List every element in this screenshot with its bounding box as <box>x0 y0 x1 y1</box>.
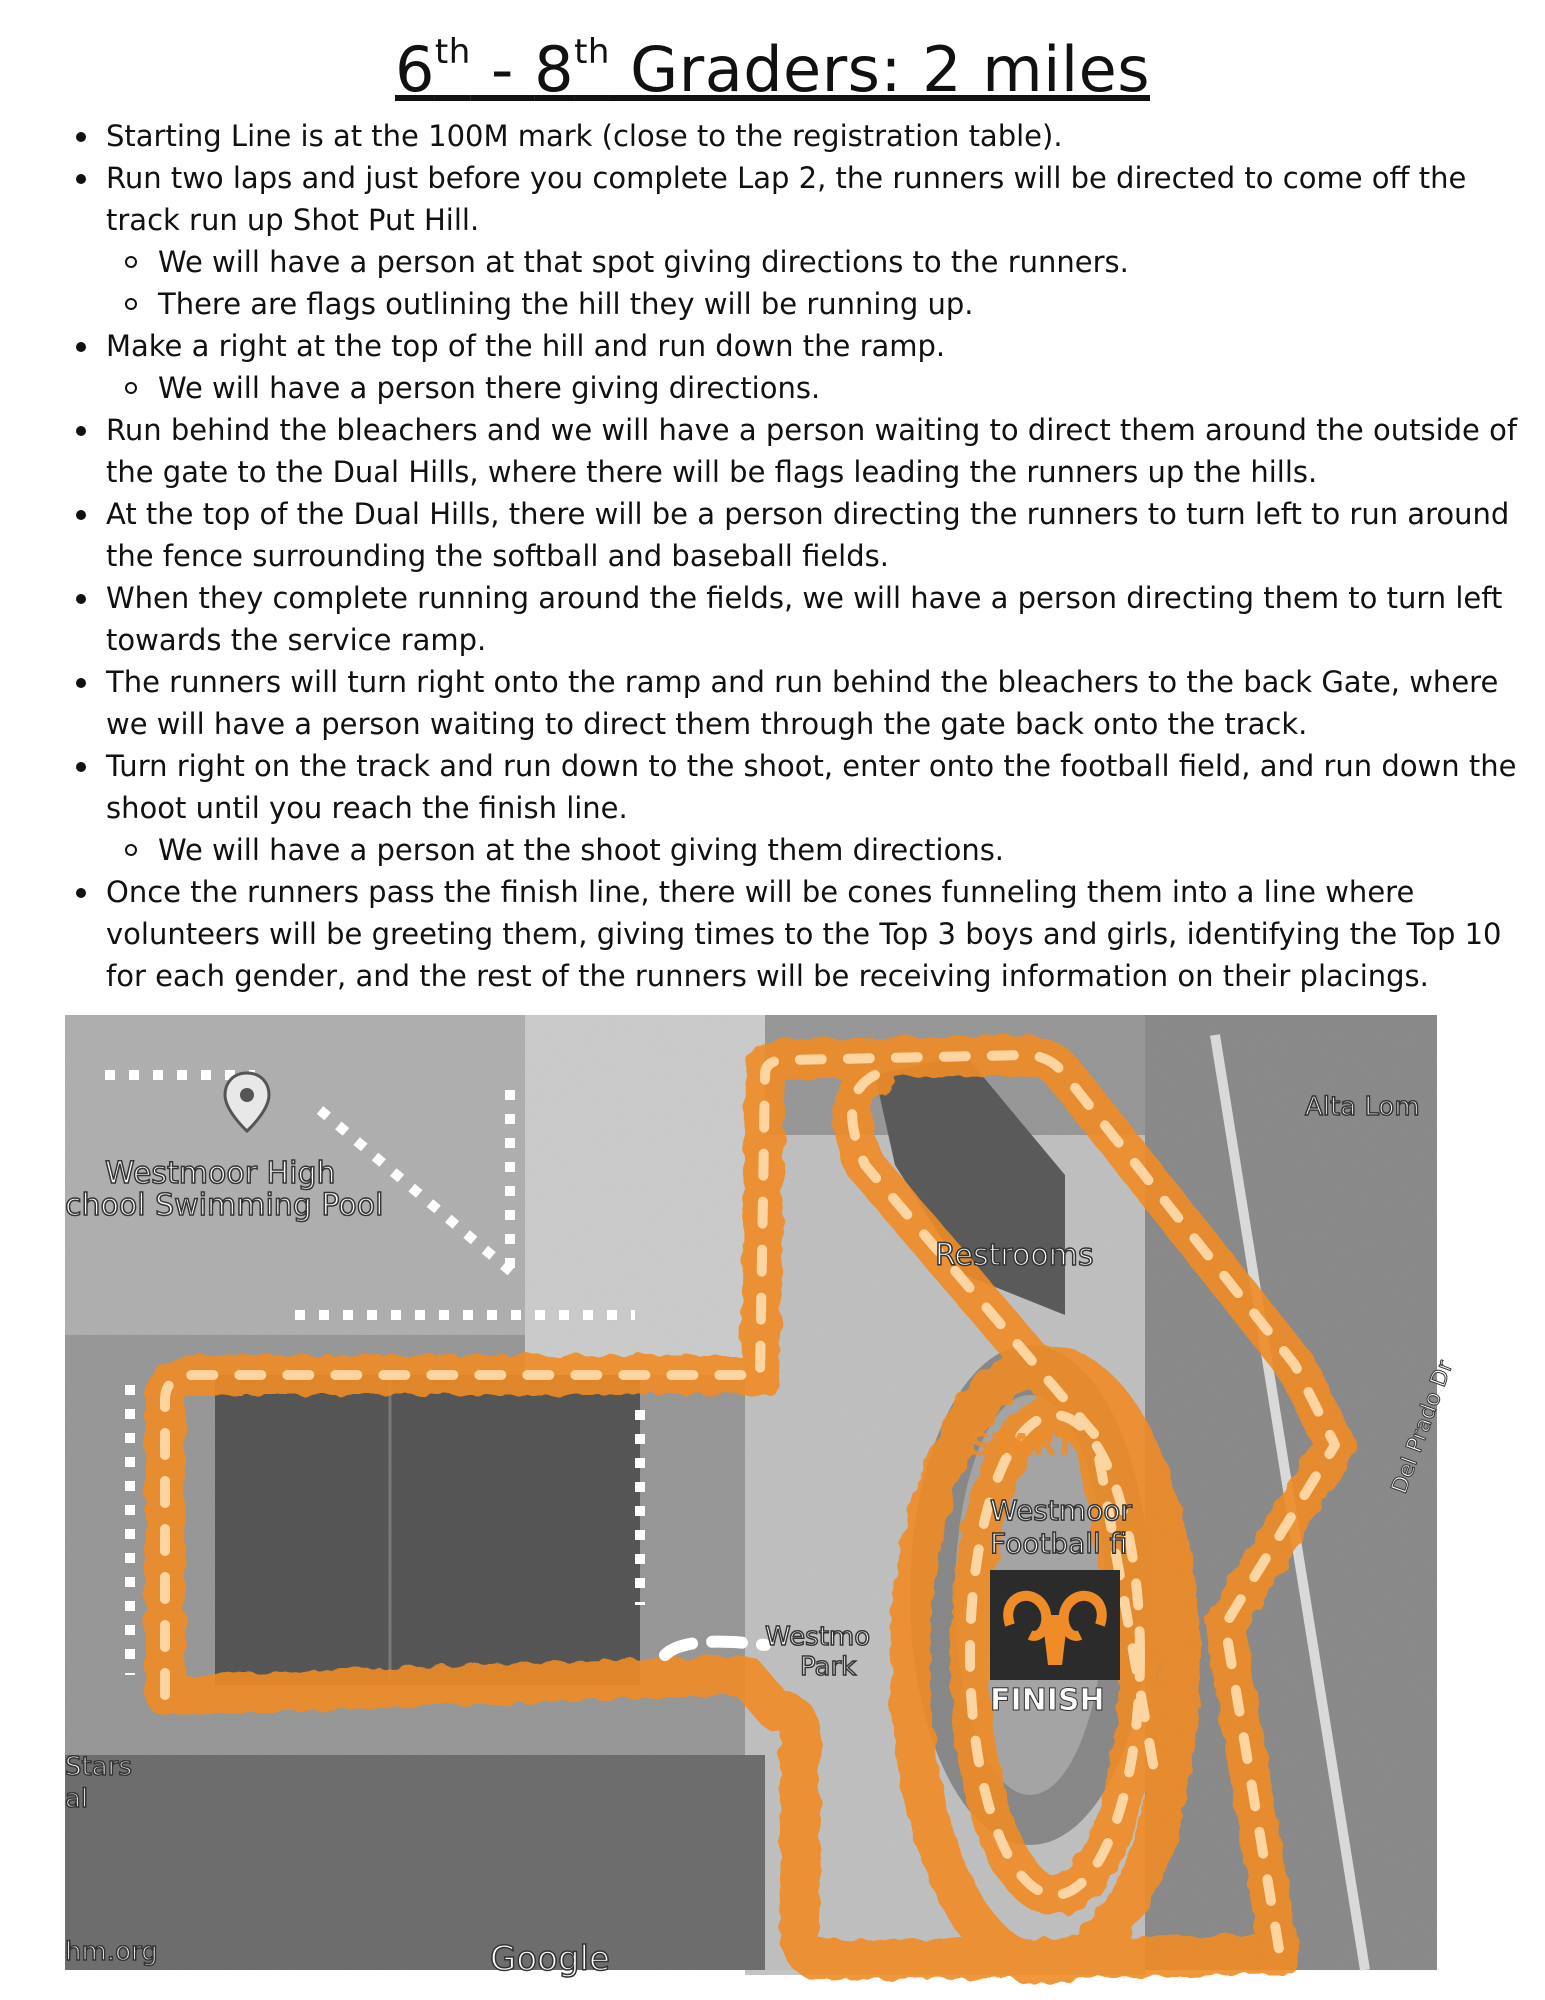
title-sup-end: th <box>574 32 610 72</box>
course-map-svg <box>65 1015 1459 1979</box>
instruction-text: The runners will turn right onto the ramp and run behind the bleachers to the back Gate, where we will have a person waiting to direct them through the gate back onto the track. <box>106 665 1499 741</box>
instruction-item <box>106 745 1526 871</box>
instruction-text: Run behind the bleachers and we will have a person waiting to direct them around the outside of the gate to the Dual Hills, where there will be flags leading the runners up the hills. <box>106 413 1518 489</box>
map-label-google: Google <box>490 1939 610 1979</box>
map-label-restrooms: Restrooms <box>935 1238 1094 1273</box>
instruction-item <box>106 115 1526 157</box>
instruction-item <box>106 577 1526 661</box>
title-grade-end: 8 <box>534 33 575 106</box>
instruction-subitem: We will have a person at the shoot giving them directions. <box>158 829 1526 871</box>
instruction-item <box>106 871 1526 997</box>
instruction-item <box>106 325 1526 409</box>
map-label-alta: Alta Lom <box>1305 1092 1420 1122</box>
instruction-text: When they complete running around the fields, we will have a person directing them to turn left towards the service ramp. <box>106 581 1503 657</box>
title-grade-start: 6 <box>394 33 435 106</box>
title-separator: - <box>470 33 535 106</box>
instruction-list <box>70 115 1526 997</box>
map-label-finish: FINISH <box>990 1683 1105 1718</box>
map-label-field-2: Football fi <box>990 1527 1128 1560</box>
instruction-item <box>106 409 1526 493</box>
instruction-text: Turn right on the track and run down to the shoot, enter onto the football field, and run down the shoot until you reach the finish line. <box>106 749 1517 825</box>
map-label-park-2: Park <box>800 1652 857 1682</box>
instruction-text: Starting Line is at the 100M mark (close to the registration table). <box>106 119 1063 153</box>
instruction-sublist <box>106 367 1526 409</box>
map-label-stars-2: al <box>65 1784 89 1814</box>
page-title <box>0 30 1545 110</box>
ram-mascot-logo <box>990 1570 1120 1680</box>
instruction-item <box>106 493 1526 577</box>
map-label-osm: hm.org <box>65 1937 158 1967</box>
course-map <box>65 1015 1459 1979</box>
title-rest: Graders: 2 miles <box>609 33 1151 106</box>
instruction-text: At the top of the Dual Hills, there will be a person directing the runners to turn left to run around the fence surrounding the softball and baseball fields. <box>106 497 1510 573</box>
instruction-sublist <box>106 241 1526 325</box>
map-label-park-1: Westmo <box>765 1622 871 1652</box>
instruction-sublist <box>106 829 1526 871</box>
instruction-subitem: There are flags outlining the hill they will be running up. <box>158 283 1526 325</box>
instruction-text: Run two laps and just before you complete Lap 2, the runners will be directed to come off the track run up Shot Put Hill. <box>106 161 1467 237</box>
map-label-start: START <box>970 1428 1076 1463</box>
map-label-field-1: Westmoor <box>990 1494 1132 1527</box>
instruction-item <box>106 661 1526 745</box>
map-label-stars-1: Stars <box>65 1752 132 1782</box>
map-label-pool-2: chool Swimming Pool <box>65 1188 384 1223</box>
map-label-pool-1: Westmoor High <box>105 1156 336 1191</box>
instruction-text: Once the runners pass the finish line, there will be cones funneling them into a line where volunteers will be greeting them, giving times to the Top 3 boys and girls, identifying the Top 10 for each gender, and the rest of the runners will be receiving information on their placings. <box>106 875 1502 993</box>
instruction-subitem: We will have a person there giving directions. <box>158 367 1526 409</box>
instruction-text: Make a right at the top of the hill and run down the ramp. <box>106 329 946 363</box>
map-label-street: Del Prado Dr <box>1387 1357 1459 1498</box>
instruction-subitem: We will have a person at that spot giving directions to the runners. <box>158 241 1526 283</box>
instruction-item <box>106 157 1526 325</box>
title-sup-start: th <box>434 32 471 72</box>
